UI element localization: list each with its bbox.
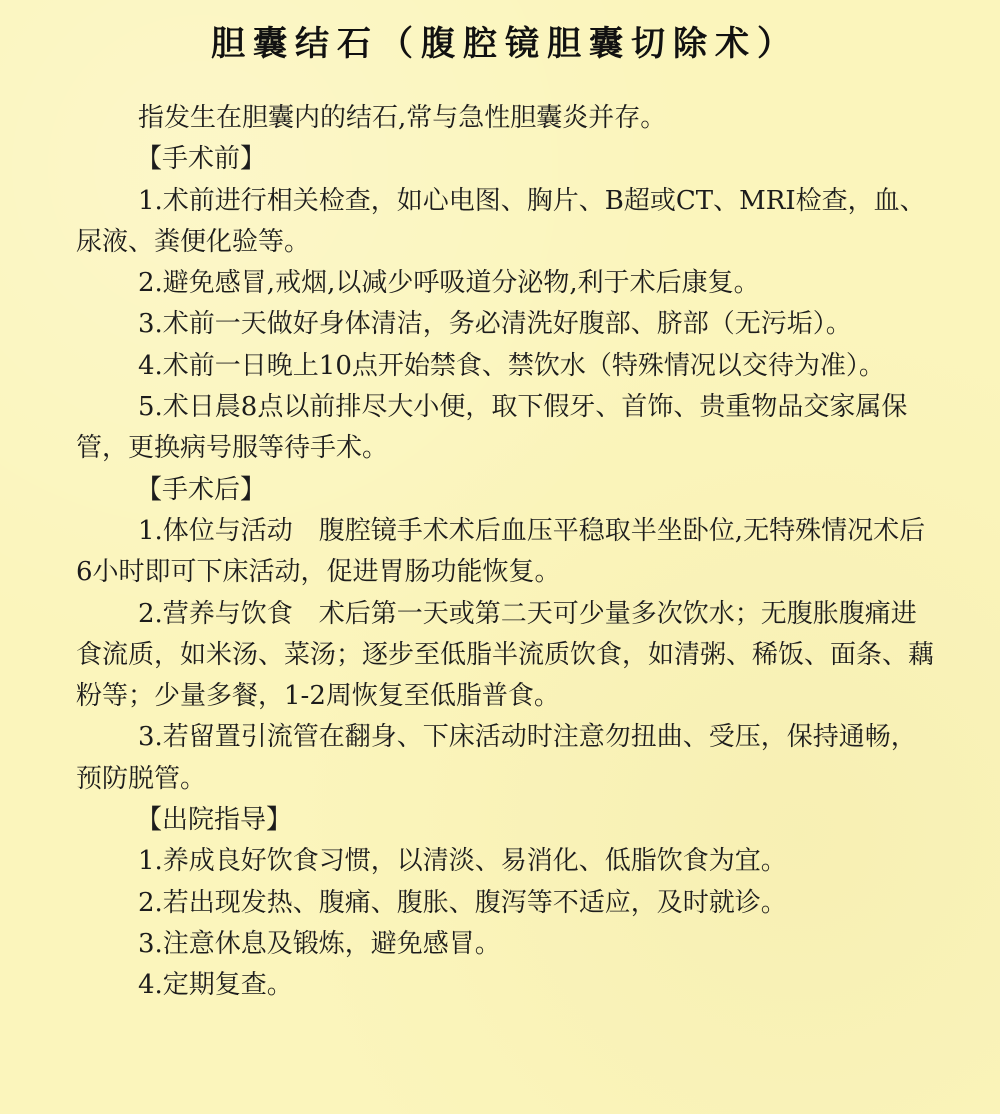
- intro-paragraph: 指发生在胆囊内的结石,常与急性胆囊炎并存。: [138, 103, 667, 133]
- preop-item-2: 2.避免感冒,戒烟,以减少呼吸道分泌物,利于术后康复。: [138, 268, 760, 299]
- section-preoperative: [76, 139, 934, 469]
- preop-item-5: 5.术日晨8点以前排尽大小便，取下假牙、首饰、贵重物品交家属保管，更换病号服等待手术。: [76, 392, 908, 464]
- preop-item-3: 3.术前一天做好身体清洁，务必清洗好腹部、脐部（无污垢）。: [138, 309, 852, 340]
- section-heading-postoperative: 【手术后】: [136, 474, 267, 505]
- discharge-item-4: 4.定期复查。: [138, 970, 293, 1001]
- preop-item-4: 4.术前一日晚上10点开始禁食、禁饮水（特殊情况以交待为准）。: [138, 350, 885, 381]
- postop-item-1: 1.体位与活动 腹腔镜手术术后血压平稳取半坐卧位,无特殊情况术后6小时即可下床活动，促进胃肠功能恢复。: [76, 515, 926, 588]
- section-heading-discharge: 【出院指导】: [136, 805, 293, 836]
- page-title: 胆囊结石（腹腔镜胆囊切除术）: [211, 24, 799, 64]
- discharge-item-3: 3.注意休息及锻炼，避免感冒。: [138, 928, 501, 959]
- section-postoperative: [76, 470, 934, 800]
- postop-item-3: 3.若留置引流管在翻身、下床活动时注意勿扭曲、受压，保持通畅，预防脱管。: [76, 722, 917, 794]
- discharge-item-2: 2.若出现发热、腹痛、腹胀、腹泻等不适应，及时就诊。: [138, 887, 787, 918]
- discharge-item-1: 1.养成良好饮食习惯，以清淡、易消化、低脂饮食为宜。: [138, 846, 787, 877]
- section-discharge-guidance: [76, 800, 934, 1006]
- preop-item-1: 1.术前进行相关检查，如心电图、胸片、B超或CT、MRI检查，血、尿液、粪便化验等。: [76, 185, 926, 257]
- section-heading-preoperative: 【手术前】: [136, 144, 267, 175]
- postop-item-2: 2.营养与饮食 术后第一天或第二天可少量多次饮水；无腹胀腹痛进食流质，如米汤、菜汤；逐步至低脂半流质饮食，如清粥、稀饭、面条、藕粉等；少量多餐，1-2周恢复至低脂普食。: [76, 598, 935, 712]
